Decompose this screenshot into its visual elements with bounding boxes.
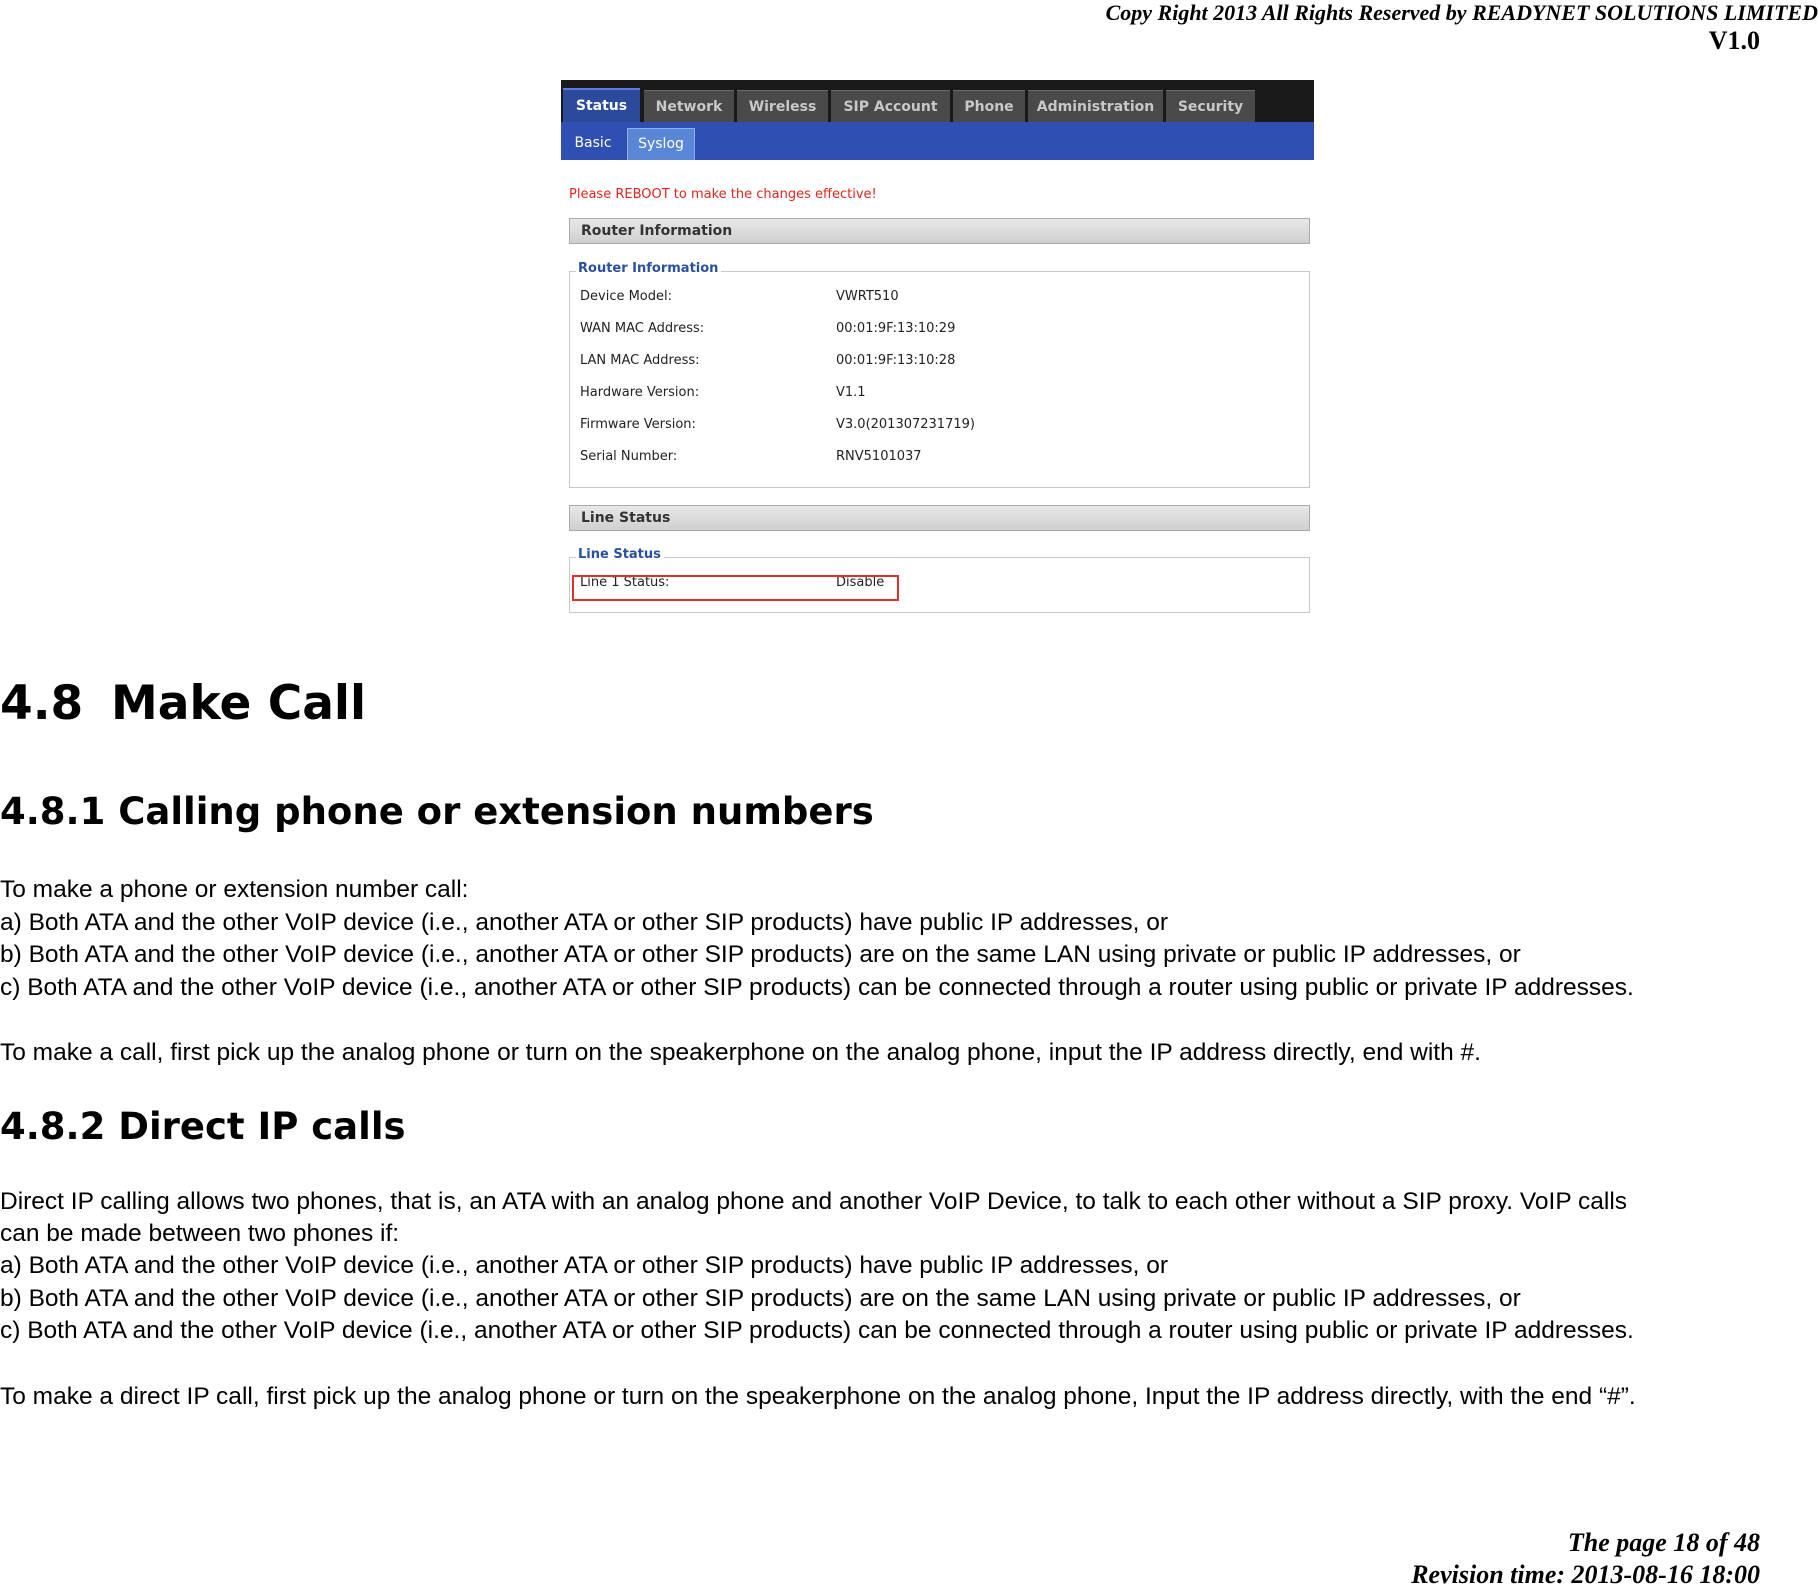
tab-phone[interactable]: Phone bbox=[953, 90, 1025, 122]
paragraph-line: b) Both ATA and the other VoIP device (i.e., another ATA or other SIP products) are on the same LAN using private or public IP addresses, or bbox=[0, 941, 1521, 968]
paragraph-line: b) Both ATA and the other VoIP device (i.e., another ATA or other SIP products) are on the same LAN using private or public IP addresses, or bbox=[0, 1285, 1521, 1312]
header-version: V1.0 bbox=[1708, 26, 1760, 55]
line-legend: Line Status bbox=[576, 547, 664, 562]
header-copyright: Copy Right 2013 All Rights Reserved by READYNET SOLUTIONS LIMITED bbox=[1105, 0, 1818, 25]
router-section-title: Router Information bbox=[569, 218, 1310, 244]
paragraph-line: To make a direct IP call, first pick up the analog phone or turn on the speakerphone on the analog phone, Input the IP address directly, with the end “#”. bbox=[0, 1383, 1636, 1410]
subtab-basic[interactable]: Basic bbox=[574, 135, 612, 151]
subsection-heading-1: 4.8.1 Calling phone or extension numbers bbox=[0, 790, 874, 833]
row-value: RNV5101037 bbox=[836, 449, 922, 464]
row-label: LAN MAC Address: bbox=[580, 353, 700, 368]
row-label: Hardware Version: bbox=[580, 385, 700, 400]
tab-status[interactable]: Status bbox=[563, 88, 640, 122]
row-label: Device Model: bbox=[580, 289, 673, 304]
paragraph-line: can be made between two phones if: bbox=[0, 1220, 400, 1247]
tab-sip-account[interactable]: SIP Account bbox=[831, 90, 950, 122]
paragraph-line: c) Both ATA and the other VoIP device (i.e., another ATA or other SIP products) can be connected through a router using public or private IP addresses. bbox=[0, 974, 1634, 1001]
paragraph-line: c) Both ATA and the other VoIP device (i.e., another ATA or other SIP products) can be connected through a router using public or private IP addresses. bbox=[0, 1317, 1634, 1344]
paragraph-line: To make a phone or extension number call: bbox=[0, 876, 469, 903]
line-section-title: Line Status bbox=[569, 505, 1310, 531]
row-value: VWRT510 bbox=[836, 289, 899, 304]
sub-nav bbox=[561, 122, 1314, 160]
info-row-firmware bbox=[580, 417, 975, 432]
info-row-wan-mac bbox=[580, 321, 956, 336]
paragraph-line: a) Both ATA and the other VoIP device (i.e., another ATA or other SIP products) have public IP addresses, or bbox=[0, 909, 1169, 936]
row-label: Line 1 Status: bbox=[580, 575, 670, 590]
router-legend: Router Information bbox=[576, 261, 721, 276]
row-value: V1.1 bbox=[836, 385, 866, 400]
paragraph-line: a) Both ATA and the other VoIP device (i.e., another ATA or other SIP products) have public IP addresses, or bbox=[0, 1252, 1169, 1279]
top-nav bbox=[561, 80, 1314, 122]
row-value: Disable bbox=[836, 575, 885, 590]
info-row-device-model bbox=[580, 289, 899, 304]
row-label: WAN MAC Address: bbox=[580, 321, 705, 336]
info-row-serial bbox=[580, 449, 922, 464]
row-value: V3.0(201307231719) bbox=[836, 417, 975, 432]
paragraph-line: To make a call, first pick up the analog phone or turn on the speakerphone on the analog phone, input the IP address directly, end with #. bbox=[0, 1039, 1481, 1066]
footer-page: The page 18 of 48 bbox=[1567, 1528, 1760, 1557]
router-info-fieldset bbox=[569, 261, 1310, 488]
section-title: Make Call bbox=[111, 676, 367, 731]
paragraph-line: Direct IP calling allows two phones, that is, an ATA with an analog phone and another VoIP Device, to talk to each other without a SIP proxy. VoIP calls bbox=[0, 1188, 1628, 1215]
tab-network[interactable]: Network bbox=[644, 90, 734, 122]
section-number: 4.8 bbox=[0, 676, 84, 731]
info-row-lan-mac bbox=[580, 353, 956, 368]
footer-revision: Revision time: 2013-08-16 18:00 bbox=[1411, 1560, 1760, 1588]
info-row-hardware bbox=[580, 385, 866, 400]
row-value: 00:01:9F:13:10:29 bbox=[836, 321, 956, 336]
tab-administration[interactable]: Administration bbox=[1028, 90, 1163, 122]
row-label: Firmware Version: bbox=[580, 417, 696, 432]
tab-security[interactable]: Security bbox=[1166, 90, 1255, 122]
section-heading bbox=[0, 676, 366, 731]
tab-wireless[interactable]: Wireless bbox=[737, 90, 828, 122]
subtab-syslog[interactable]: Syslog bbox=[627, 128, 695, 160]
reboot-notice: Please REBOOT to make the changes effective! bbox=[569, 187, 877, 202]
row-label: Serial Number: bbox=[580, 449, 678, 464]
row-value: 00:01:9F:13:10:28 bbox=[836, 353, 956, 368]
router-screenshot bbox=[561, 80, 1314, 617]
subsection-heading-2: 4.8.2 Direct IP calls bbox=[0, 1105, 406, 1148]
highlight-box bbox=[572, 575, 899, 601]
